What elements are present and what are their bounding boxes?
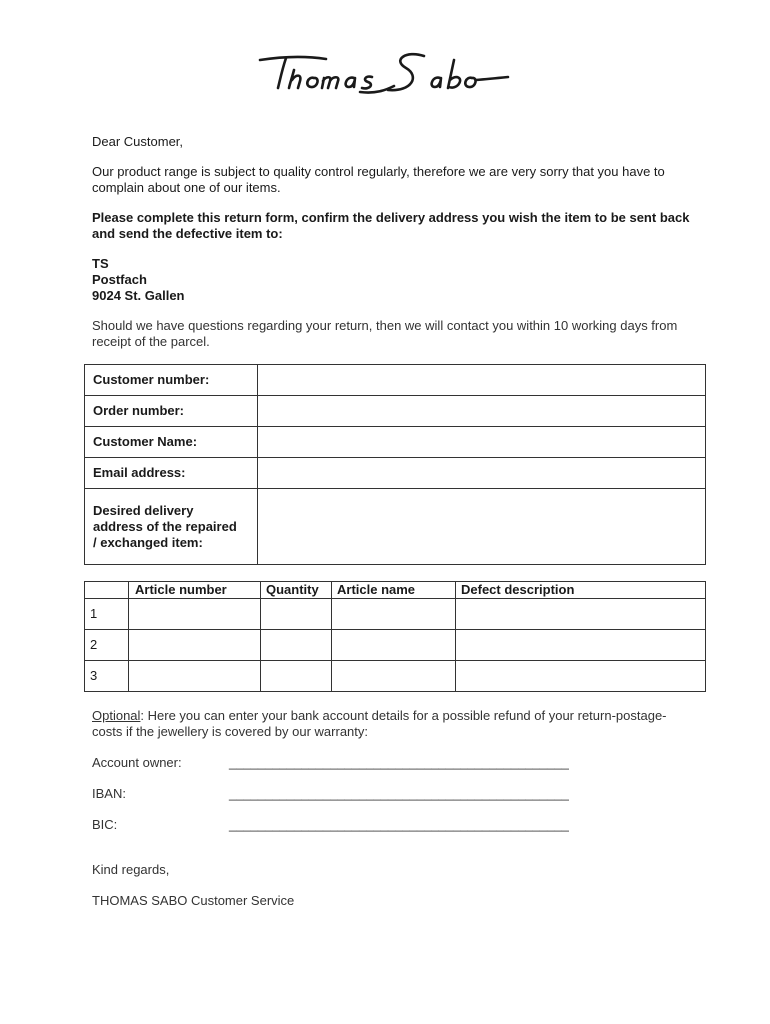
optional-label: Optional bbox=[92, 708, 141, 723]
row-number: 1 bbox=[85, 599, 129, 630]
optional-text: : Here you can enter your bank account details for a possible refund of your return-postage-costs if the jewellery is covered by our warranty: bbox=[92, 708, 667, 739]
table-row bbox=[85, 489, 706, 565]
row-number: 3 bbox=[85, 661, 129, 692]
account-owner-field[interactable]: _______________________________________________ bbox=[229, 755, 569, 770]
row-number: 2 bbox=[85, 630, 129, 661]
iban-field[interactable]: _______________________________________________ bbox=[229, 786, 569, 801]
defect-description-header: Defect description bbox=[456, 582, 706, 599]
article-name-cell[interactable] bbox=[332, 599, 456, 630]
closing-regards: Kind regards, bbox=[92, 862, 170, 877]
delivery-address-label bbox=[85, 489, 258, 565]
article-number-header: Article number bbox=[129, 582, 261, 599]
salutation: Dear Customer, bbox=[92, 134, 184, 149]
bic-field[interactable]: _______________________________________________ bbox=[229, 817, 569, 832]
address-line: 9024 St. Gallen bbox=[92, 288, 185, 303]
article-number-cell[interactable] bbox=[129, 661, 261, 692]
bank-details-intro bbox=[92, 708, 692, 740]
iban-row bbox=[92, 786, 612, 802]
table-row bbox=[85, 661, 706, 692]
customer-details-table bbox=[84, 364, 706, 565]
account-owner-label: Account owner: bbox=[92, 755, 182, 770]
table-row bbox=[85, 365, 706, 396]
customer-number-label: Customer number: bbox=[85, 365, 258, 396]
quantity-cell[interactable] bbox=[261, 630, 332, 661]
articles-table bbox=[84, 581, 706, 692]
table-row bbox=[85, 427, 706, 458]
return-address bbox=[92, 256, 692, 304]
customer-name-field[interactable] bbox=[258, 427, 706, 458]
delivery-label-line: address of the repaired bbox=[93, 518, 237, 534]
article-name-header: Article name bbox=[332, 582, 456, 599]
table-row bbox=[85, 396, 706, 427]
logo-wordmark-icon bbox=[256, 50, 512, 100]
order-number-label: Order number: bbox=[85, 396, 258, 427]
defect-description-cell[interactable] bbox=[456, 599, 706, 630]
row-number-header bbox=[85, 582, 129, 599]
delivery-label-line: / exchanged item: bbox=[93, 534, 203, 550]
quantity-cell[interactable] bbox=[261, 661, 332, 692]
quantity-header: Quantity bbox=[261, 582, 332, 599]
email-address-label: Email address: bbox=[85, 458, 258, 489]
bic-row bbox=[92, 817, 612, 833]
address-line: Postfach bbox=[92, 272, 147, 287]
defect-description-cell[interactable] bbox=[456, 630, 706, 661]
account-owner-row bbox=[92, 755, 612, 771]
delivery-address-field[interactable] bbox=[258, 489, 706, 565]
table-row bbox=[85, 630, 706, 661]
iban-label: IBAN: bbox=[92, 786, 126, 801]
table-header-row bbox=[85, 582, 706, 599]
instruction-paragraph: Please complete this return form, confirm the delivery address you wish the item to be sent back and send the defective item to: bbox=[92, 210, 690, 241]
article-number-cell[interactable] bbox=[129, 599, 261, 630]
bic-label: BIC: bbox=[92, 817, 118, 832]
article-name-cell[interactable] bbox=[332, 661, 456, 692]
order-number-field[interactable] bbox=[258, 396, 706, 427]
customer-number-field[interactable] bbox=[258, 365, 706, 396]
delivery-label-line: Desired delivery bbox=[93, 502, 194, 518]
table-row bbox=[85, 599, 706, 630]
closing-signature: THOMAS SABO Customer Service bbox=[92, 893, 295, 908]
table-row bbox=[85, 458, 706, 489]
questions-paragraph: Should we have questions regarding your return, then we will contact you within 10 working days from receipt of the parcel. bbox=[92, 318, 678, 349]
intro-paragraph: Our product range is subject to quality control regularly, therefore we are very sorry that you have to complain about one of our items. bbox=[92, 164, 665, 195]
email-address-field[interactable] bbox=[258, 458, 706, 489]
quantity-cell[interactable] bbox=[261, 599, 332, 630]
address-line: TS bbox=[92, 256, 109, 271]
thomas-sabo-logo bbox=[256, 50, 512, 100]
customer-name-label: Customer Name: bbox=[85, 427, 258, 458]
defect-description-cell[interactable] bbox=[456, 661, 706, 692]
article-number-cell[interactable] bbox=[129, 630, 261, 661]
article-name-cell[interactable] bbox=[332, 630, 456, 661]
